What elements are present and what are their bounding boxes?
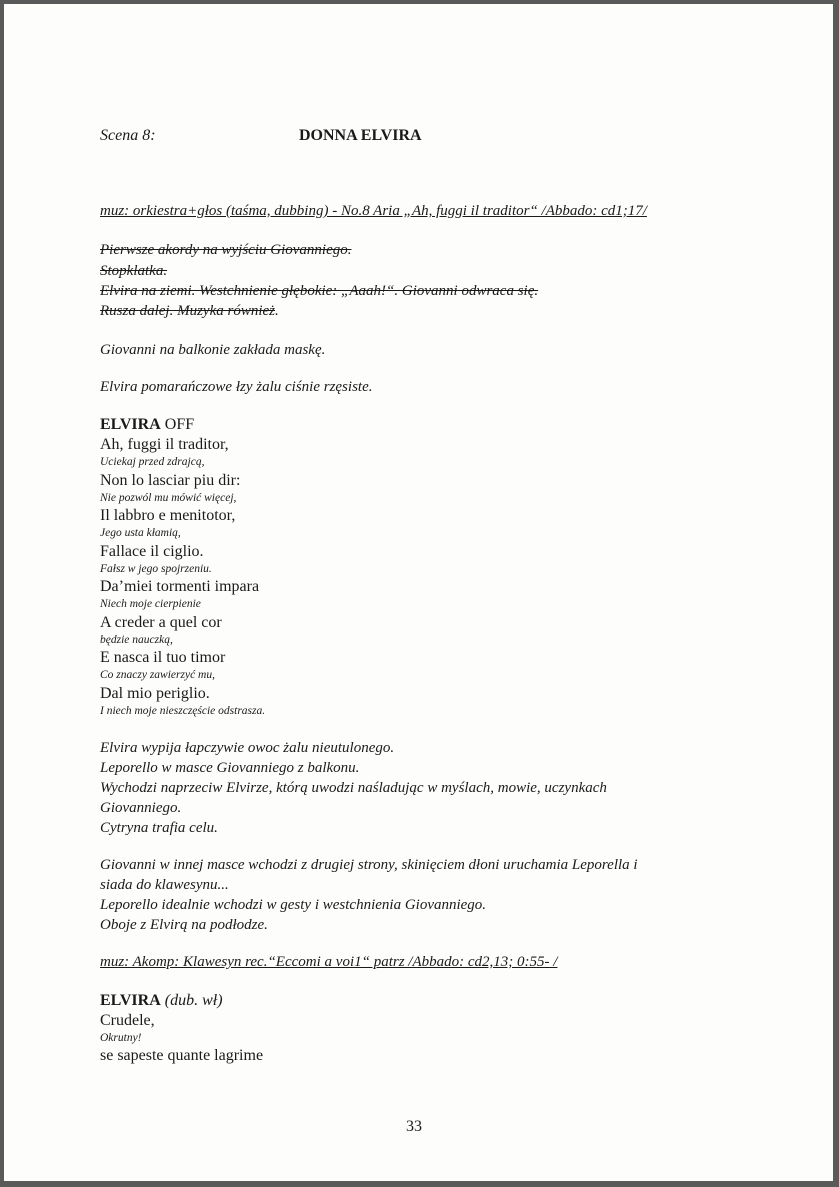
lyric-line-it: Fallace il ciglio. — [100, 542, 204, 560]
lyric-line-pl: Uciekaj przed zdrajcą, — [100, 456, 205, 468]
speaker-heading-1 — [100, 416, 194, 434]
struck-note-1: Pierwsze akordy na wyjściu Giovanniego. — [100, 242, 352, 258]
lyric-line-it: Non lo lasciar piu dir: — [100, 471, 241, 489]
struck-note-4: Rusza dalej. Muzyka również — [100, 303, 275, 319]
scene-label: Scena 8: — [100, 127, 156, 144]
lyric-line-it: A creder a quel cor — [100, 613, 222, 631]
page-number: 33 — [406, 1118, 422, 1135]
struck-note-4-suffix: . — [274, 303, 279, 319]
lyric-line-it: E nasca il tuo timor — [100, 649, 226, 666]
struck-note-4-line — [100, 303, 279, 320]
lyric-line-pl: Nie pozwól mu mówić więcej, — [100, 491, 237, 504]
struck-note-3: Elvira na ziemi. Westchnienie głębokie: „Aaah!“. Giovanni odwraca się. — [100, 283, 539, 299]
closing-line-1: Crudele, — [100, 1012, 155, 1029]
stage-direction-block-1-line: Cytryna trafia celu. — [100, 820, 218, 836]
aria-lyrics — [100, 435, 265, 719]
lyric-line-pl: Co znaczy zawierzyć mu, — [100, 669, 215, 681]
speaker-name-1: ELVIRA — [100, 416, 161, 433]
stage-direction-block-2-line: Oboje z Elvirą na podłodze. — [100, 917, 268, 933]
speaker-note-1: OFF — [164, 416, 195, 433]
scene-title: DONNA ELVIRA — [299, 127, 422, 144]
stage-direction-block-1-line: Giovanniego. — [100, 800, 182, 816]
music-cue-1: muz: orkiestra+głos (taśma, dubbing) - No.8 Aria „Ah, fuggi il traditor“ /Abbado: cd1;17/ — [100, 203, 647, 219]
lyric-line-pl: Jego usta kłamią, — [100, 527, 181, 539]
speaker-name-2: ELVIRA — [100, 992, 161, 1009]
stage-direction-block-2-line: siada do klawesynu... — [100, 877, 229, 893]
lyric-line-it: Dal mio periglio. — [100, 684, 210, 702]
music-cue-2: muz: Akomp: Klawesyn rec.“Eccomi a voi1“ patrz /Abbado: cd2,13; 0:55- / — [100, 954, 558, 970]
stage-direction-block-1-line: Leporello w masce Giovanniego z balkonu. — [100, 760, 360, 776]
struck-note-2: Stopklatka. — [100, 263, 168, 279]
speaker-note-2: (dub. wł) — [164, 992, 223, 1009]
lyric-line-pl: będzie nauczką, — [100, 633, 173, 646]
lyric-line-it: Da’miei tormenti impara — [100, 578, 260, 595]
lyric-line-it: Ah, fuggi il traditor, — [100, 436, 229, 453]
stage-direction-1: Giovanni na balkonie zakłada maskę. — [100, 342, 326, 358]
lyric-line-it: Il labbro e menitotor, — [100, 507, 236, 524]
closing-line-1-translation: Okrutny! — [100, 1032, 142, 1044]
lyric-line-pl: Fałsz w jego spojrzeniu. — [100, 562, 212, 575]
stage-direction-2: Elvira pomarańczowe łzy żalu ciśnie rzęsiste. — [100, 379, 373, 395]
closing-line-2: se sapeste quante lagrime — [100, 1047, 264, 1064]
lyric-line-pl: Niech moje cierpienie — [100, 598, 201, 610]
stage-direction-block-1-line: Wychodzi naprzeciw Elvirze, którą uwodzi naśladując w myślach, mowie, uczynkach — [100, 780, 607, 796]
document-page — [4, 4, 833, 1181]
stage-direction-block-1-line: Elvira wypija łapczywie owoc żalu nieutulonego. — [100, 740, 395, 756]
speaker-heading-2 — [100, 992, 223, 1010]
stage-direction-block-2-line: Giovanni w innej masce wchodzi z drugiej strony, skinięciem dłoni uruchamia Leporella i — [100, 857, 638, 873]
stage-direction-block-2-line: Leporello idealnie wchodzi w gesty i westchnienia Giovanniego. — [100, 897, 487, 913]
lyric-line-pl: I niech moje nieszczęście odstrasza. — [100, 704, 266, 717]
